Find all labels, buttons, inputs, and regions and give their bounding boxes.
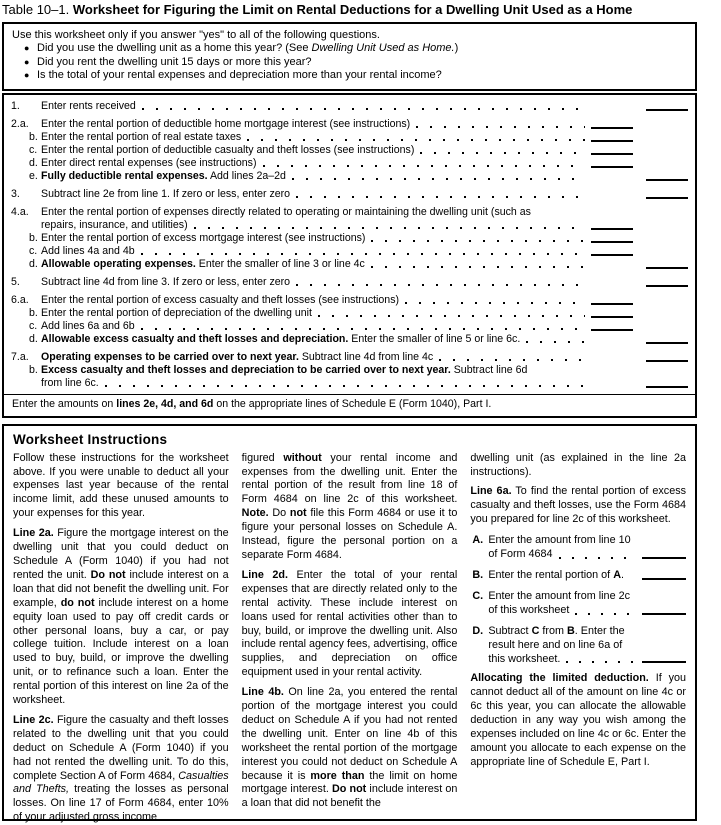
entry-blank-7a xyxy=(646,360,688,362)
line-number: d. xyxy=(29,257,38,270)
calc-item-label: A. xyxy=(472,534,484,547)
entry-blank-2e xyxy=(646,179,688,181)
slot-spacer xyxy=(591,360,633,362)
slot-spacer xyxy=(646,127,688,129)
instruction-paragraph: Line 6a. To find the rental portion of excess casualty and theft losses, use the Form 4684 you prepared for line 2c of this worksheet. xyxy=(470,485,687,526)
slot-spacer xyxy=(591,197,633,199)
line-number: 3. xyxy=(11,187,20,200)
worksheet-row-4a xyxy=(4,206,695,219)
entry-blank-2c xyxy=(591,153,633,155)
line-label: Enter the rental portion of real estate taxes xyxy=(41,130,242,143)
calc-line-text: of this worksheet xyxy=(488,603,570,616)
instructions-box xyxy=(2,424,697,824)
blank-slots xyxy=(591,197,688,199)
slot-spacer xyxy=(591,109,633,111)
intro-bullet xyxy=(12,42,687,55)
blank-slots xyxy=(591,109,688,111)
calc-item-body xyxy=(488,534,686,562)
dot-leader xyxy=(533,372,585,374)
calc-item-body xyxy=(488,590,686,618)
entry-blank-6a xyxy=(591,303,633,305)
slot-spacer xyxy=(646,316,688,318)
entry-blank-3 xyxy=(646,197,688,199)
line-number: 4.a. xyxy=(11,205,29,218)
worksheet-rows xyxy=(4,95,695,394)
line-label: repairs, insurance, and utilities) xyxy=(41,218,188,231)
intro-bullet-text: Did you use the dwelling unit as a home this year? (See Dwelling Unit Used as Home.) xyxy=(37,42,459,55)
slot-spacer xyxy=(646,228,688,230)
line-number: c. xyxy=(29,319,38,332)
blank-slots xyxy=(591,386,688,388)
slot-spacer xyxy=(591,267,633,269)
dot-leader xyxy=(296,196,585,198)
instructions-column-2 xyxy=(242,452,458,825)
dot-leader xyxy=(371,240,585,242)
dot-leader xyxy=(141,253,585,255)
entry-blank-A xyxy=(642,557,686,559)
line-number: 1. xyxy=(11,99,20,112)
worksheet-box xyxy=(2,93,697,418)
table-number: Table 10–1. xyxy=(2,2,70,17)
slot-spacer xyxy=(646,215,688,217)
bullet-icon: ● xyxy=(24,70,30,81)
entry-blank-4a2 xyxy=(591,228,633,230)
line-number: b. xyxy=(29,130,38,143)
blank-slots xyxy=(591,342,688,344)
line-number: 7.a. xyxy=(11,350,29,363)
dot-leader xyxy=(526,341,585,343)
entry-blank-1 xyxy=(646,109,688,111)
dot-leader xyxy=(630,578,637,580)
intro-bullet xyxy=(12,56,687,69)
instruction-paragraph: dwelling unit (as explained in the line 2a instructions). xyxy=(470,451,687,478)
instruction-paragraph: figured without your rental income and expenses from the dwelling unit. Enter the rental portion of the result from line 18 of Form 4684 on line 2c of this worksheet. Note. Do not file this Form 4684 or use it to figure your personal losses on Schedule A. Instead, figure the personal portion on a separate Form 4684. xyxy=(241,451,458,561)
intro-box xyxy=(2,22,697,91)
slot-spacer xyxy=(646,254,688,256)
entry-blank-6d xyxy=(646,342,688,344)
dot-leader xyxy=(142,108,585,110)
instruction-paragraph: Line 4b. On line 2a, you entered the rental portion of the mortgage interest you could deduct on Schedule A if you had not rented the dwelling unit. Enter on line 4b of this worksheet the rental portion of the mortgage interest you could not deduct on Schedule A because it is more than the limit on home mortgage interest. Do not include interest on a loan that did not benefit the xyxy=(241,686,458,810)
instructions-column-3 xyxy=(470,452,686,825)
entry-blank-2d xyxy=(591,166,633,168)
line-number: 6.a. xyxy=(11,293,29,306)
line-label: Enter the rental portion of expenses directly related to operating or maintaining the dwelling unit (such as xyxy=(41,205,531,218)
worksheet-footer: Enter the amounts on lines 2e, 4d, and 6d on the appropriate lines of Schedule E (Form 1040), Part I. xyxy=(4,394,695,416)
slot-spacer xyxy=(591,386,633,388)
worksheet-row-6d xyxy=(4,333,695,346)
blank-slots xyxy=(591,254,688,256)
bullet-icon: ● xyxy=(24,43,30,54)
line-number: d. xyxy=(29,332,38,345)
worksheet-row-4d xyxy=(4,258,695,271)
calc-line-text: Enter the rental portion of A. xyxy=(488,568,624,581)
blank-slots xyxy=(591,267,688,269)
line-number: e. xyxy=(29,169,38,182)
instruction-paragraph: Line 2d. Enter the total of your rental expenses that are directly related only to the rental activity. These include interest on loans used for rental activities other than to buy, build, or improve the dwelling unit. Also include rental agency fees, advertising, office supplies, and depreciation on office equipment used in your rental activity. xyxy=(241,568,458,679)
slot-spacer xyxy=(646,140,688,142)
slot-spacer xyxy=(646,329,688,331)
calc-line-text: Subtract C from B. Enter the xyxy=(488,624,625,637)
line-label: Add lines 6a and 6b xyxy=(41,319,135,332)
dot-leader xyxy=(575,613,637,615)
line-label: Allowable operating expenses. Enter the smaller of line 3 or line 4c xyxy=(41,257,365,270)
instruction-paragraph: Line 2a. Figure the mortgage interest on the dwelling unit that you could deduct on Schedule A (Form 1040) if you had not rented the unit. Do not include interest on a loan that did not benefit the dwelling unit. For example, do not include interest on a home equity loan used to pay off credit cards or other personal loans, buy a car, or pay college tuition. Include interest on a loan used to buy, build, or improve the dwelling unit, or to refinance such a loan. Enter the rental portion of this interest on line 2a of the worksheet. xyxy=(13,527,229,707)
dot-leader xyxy=(405,302,585,304)
line-label: Operating expenses to be carried over to next year. Subtract line 4d from line 4c xyxy=(41,350,434,363)
line-label: Fully deductible rental expenses. Add lines 2a–2d xyxy=(41,169,286,182)
calc-item-body xyxy=(488,625,686,667)
worksheet-row-2e xyxy=(4,170,695,183)
table-title xyxy=(0,0,721,20)
worksheet-row-4b xyxy=(4,232,695,245)
slot-spacer xyxy=(591,215,633,217)
blank-slots xyxy=(591,215,688,217)
entry-blank-6b xyxy=(591,316,633,318)
line-number: 2.a. xyxy=(11,117,29,130)
worksheet-row-7b xyxy=(4,364,695,377)
worksheet-row-2a xyxy=(4,118,695,131)
line-number: d. xyxy=(29,156,38,169)
entry-blank-B xyxy=(642,578,686,580)
calc-item-label: B. xyxy=(472,568,484,581)
dot-leader xyxy=(263,165,585,167)
instructions-heading: Worksheet Instructions xyxy=(13,431,168,447)
calc-line-text: Enter the amount from line 10 xyxy=(488,534,631,547)
entry-blank-6c xyxy=(591,329,633,331)
line-number: b. xyxy=(29,231,38,244)
dot-leader xyxy=(420,152,585,154)
dot-leader xyxy=(247,139,585,141)
calc-item-label: C. xyxy=(472,589,484,602)
instruction-paragraph: Follow these instructions for the worksheet above. If you were unable to deduct all your expenses last year because of the rental income limit, add these unused amounts to your expenses for this year. xyxy=(13,451,229,520)
worksheet-row-5 xyxy=(4,276,695,289)
dot-leader xyxy=(371,266,585,268)
worksheet-row-2d xyxy=(4,157,695,170)
entry-blank-4d xyxy=(646,267,688,269)
entry-blank-C xyxy=(642,613,686,615)
dot-leader xyxy=(194,227,585,229)
line-number: b. xyxy=(29,363,38,376)
blank-slots xyxy=(591,303,688,305)
worksheet-row-3 xyxy=(4,188,695,201)
calc-item-body xyxy=(488,569,686,583)
dot-leader xyxy=(318,315,585,317)
blank-slots xyxy=(591,179,688,181)
worksheet-row-4a2 xyxy=(4,219,695,232)
calc-item-B xyxy=(470,569,686,583)
calc-item-C xyxy=(470,590,686,618)
line-number xyxy=(4,219,41,232)
blank-slots xyxy=(591,153,688,155)
line-label: Enter the rental portion of excess casualty and theft losses (see instructions) xyxy=(41,293,400,306)
line-number: c. xyxy=(29,143,38,156)
blank-slots xyxy=(591,316,688,318)
instructions-column-1 xyxy=(13,452,229,825)
dot-leader xyxy=(537,214,585,216)
line-label: Subtract line 4d from line 3. If zero or less, enter zero xyxy=(41,275,291,288)
line-label: from line 6c. xyxy=(41,376,99,389)
dot-leader xyxy=(439,359,585,361)
blank-slots xyxy=(591,241,688,243)
worksheet-row-6b xyxy=(4,307,695,320)
worksheet-row-1 xyxy=(4,100,695,113)
instruction-paragraph: Line 2c. Figure the casualty and theft losses related to the dwelling unit that you could deduct on Schedule A (Form 1040) if you had not rented the dwelling unit. To do this, complete Section A of Form 4684, Casualties and Thefts, treating the losses as personal losses. On line 17 of Form 4684, enter 10% of your adjusted gross income xyxy=(13,713,229,824)
intro-bullet-text: Is the total of your rental expenses and depreciation more than your rental income? xyxy=(37,69,442,82)
dot-leader xyxy=(296,284,585,286)
calc-item-label: D. xyxy=(472,624,484,637)
entry-blank-7b2 xyxy=(646,386,688,388)
blank-slots xyxy=(591,166,688,168)
line-label: Enter the rental portion of deductible home mortgage interest (see instructions) xyxy=(41,117,411,130)
dot-leader xyxy=(105,385,585,387)
instruction-paragraph: Allocating the limited deduction. If you cannot deduct all of the amount on line 4c or 6c this year, you can allocate the allowable deduction in any way you wish among the expenses included on line 4c or 6c. Enter the amount you allocate to each expense on the appropriate line of Schedule E, Part I. xyxy=(470,672,687,768)
entry-blank-5 xyxy=(646,285,688,287)
dot-leader xyxy=(416,126,585,128)
slot-spacer xyxy=(591,179,633,181)
dot-leader xyxy=(559,557,637,559)
slot-spacer xyxy=(591,373,633,375)
line-number: c. xyxy=(29,244,38,257)
calc-line-text: Enter the amount from line 2c xyxy=(488,589,630,602)
worksheet-row-6a xyxy=(4,294,695,307)
line-number: 5. xyxy=(11,275,20,288)
blank-slots xyxy=(591,127,688,129)
line-label: Add lines 4a and 4b xyxy=(41,244,135,257)
line-label: Enter direct rental expenses (see instructions) xyxy=(41,156,257,169)
worksheet-row-2c xyxy=(4,144,695,157)
intro-bullets xyxy=(12,42,687,82)
slot-spacer xyxy=(646,373,688,375)
slot-spacer xyxy=(646,241,688,243)
line-label: Enter the rental portion of deductible casualty and theft losses (see instructions) xyxy=(41,143,415,156)
calc-line-text: result here and on line 6a of xyxy=(488,638,623,651)
calc-line-text: of Form 4684 xyxy=(488,548,553,561)
intro-bullet-text: Did you rent the dwelling unit 15 days or more this year? xyxy=(37,55,312,68)
entry-blank-2a xyxy=(591,127,633,129)
dot-leader xyxy=(566,661,637,663)
slot-spacer xyxy=(646,166,688,168)
calc-line-text: this worksheet. xyxy=(488,652,561,665)
slot-spacer xyxy=(646,153,688,155)
worksheet-row-4c xyxy=(4,245,695,258)
instructions-columns xyxy=(13,452,686,825)
bullet-icon: ● xyxy=(24,56,30,67)
worksheet-row-7b2 xyxy=(4,377,695,390)
calc-item-A xyxy=(470,534,686,562)
dot-leader xyxy=(292,178,585,180)
slot-spacer xyxy=(591,285,633,287)
line-label: Allowable excess casualty and theft losses and depreciation. Enter the smaller of line 5 or line 6c. xyxy=(41,332,521,345)
blank-slots xyxy=(591,329,688,331)
entry-blank-4c xyxy=(591,254,633,256)
blank-slots xyxy=(591,228,688,230)
dot-leader xyxy=(141,328,585,330)
line-label: Enter the rental portion of excess mortgage interest (see instructions) xyxy=(41,231,366,244)
worksheet-row-6c xyxy=(4,320,695,333)
slot-spacer xyxy=(591,342,633,344)
worksheet-row-2b xyxy=(4,131,695,144)
line-number: b. xyxy=(29,306,38,319)
blank-slots xyxy=(591,360,688,362)
line-label: Subtract line 2e from line 1. If zero or less, enter zero xyxy=(41,187,291,200)
slot-spacer xyxy=(646,303,688,305)
line-label: Enter rents received xyxy=(41,99,136,112)
blank-slots xyxy=(591,373,688,375)
entry-blank-2b xyxy=(591,140,633,142)
line-number xyxy=(4,377,41,390)
entry-blank-D xyxy=(642,661,686,663)
intro-bullet xyxy=(12,69,687,82)
blank-slots xyxy=(591,140,688,142)
intro-lead: Use this worksheet only if you answer "yes" to all of the following questions. xyxy=(12,29,380,41)
blank-slots xyxy=(591,285,688,287)
line-label: Excess casualty and theft losses and depreciation to be carried over to next year. Subtract line 6d xyxy=(41,363,528,376)
table-title-text: Worksheet for Figuring the Limit on Rental Deductions for a Dwelling Unit Used as a Home xyxy=(72,2,633,17)
worksheet-row-7a xyxy=(4,351,695,364)
calc-item-D xyxy=(470,625,686,667)
entry-blank-4b xyxy=(591,241,633,243)
line-label: Enter the rental portion of depreciation of the dwelling unit xyxy=(41,306,312,319)
